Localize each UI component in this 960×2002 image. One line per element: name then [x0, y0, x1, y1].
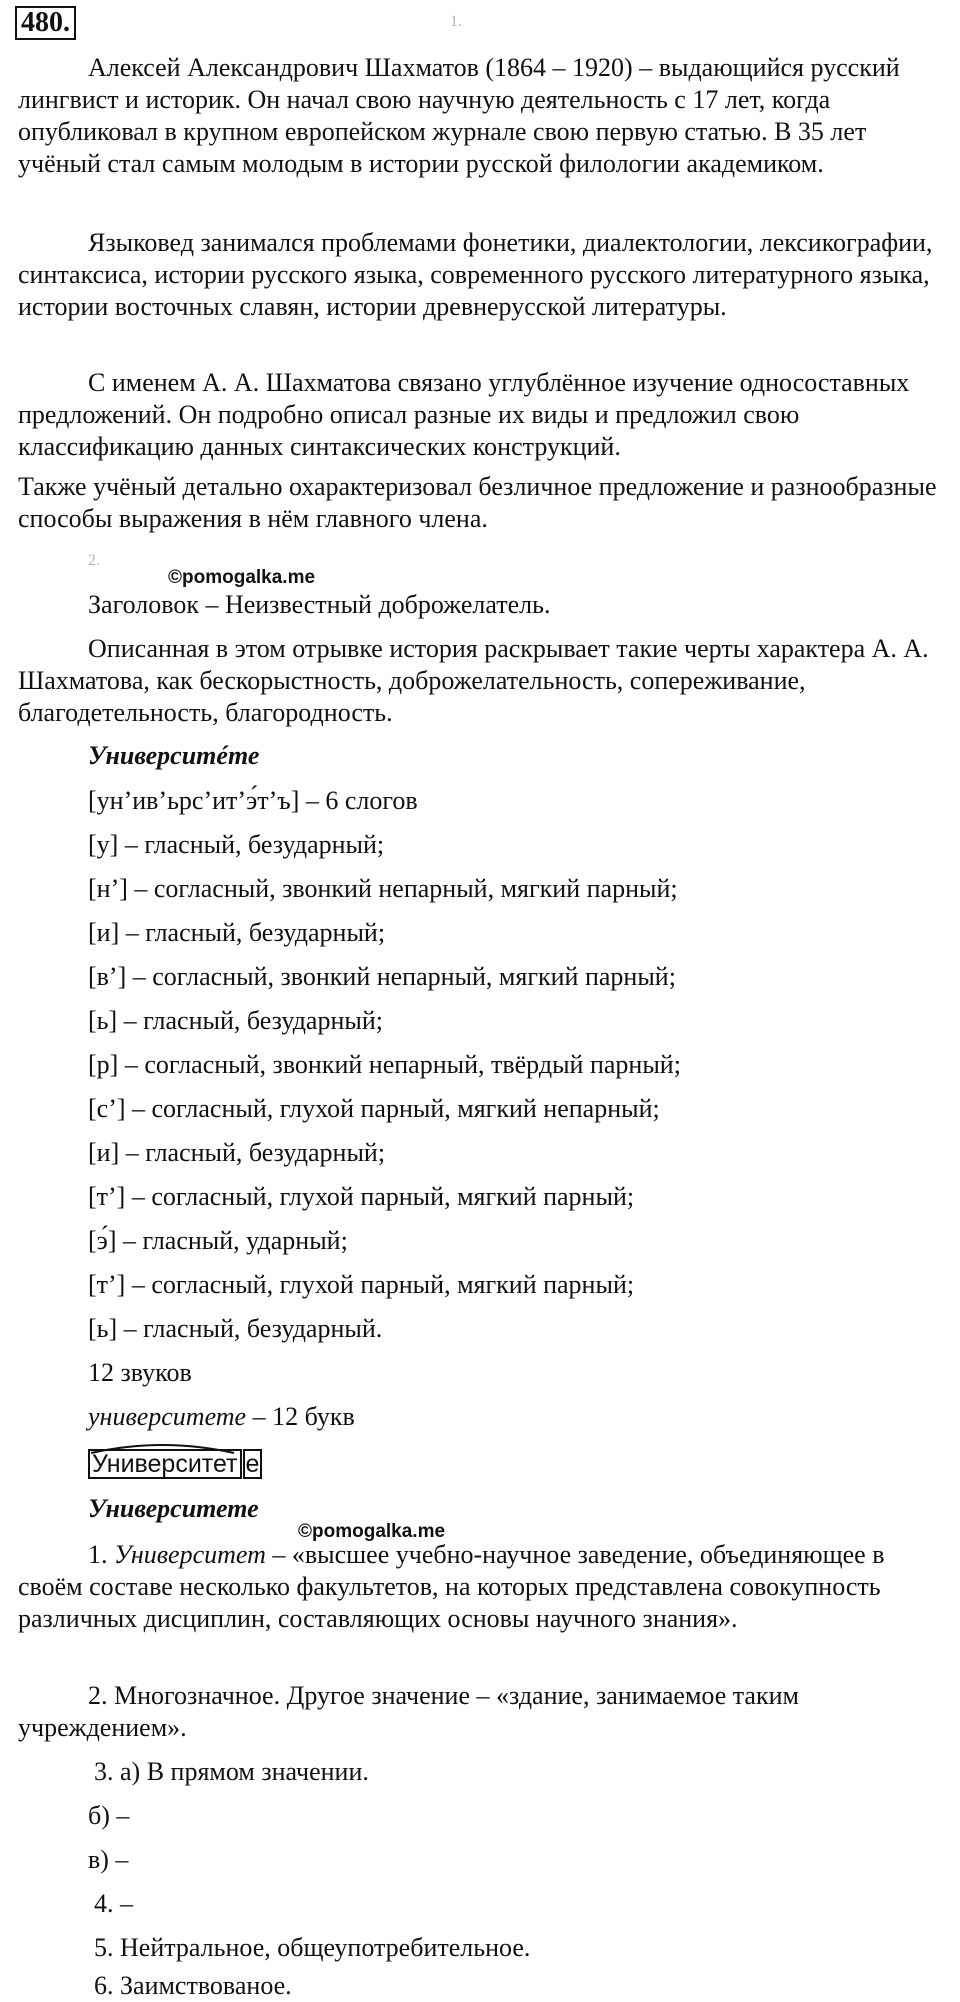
root-arc	[88, 1439, 238, 1455]
lexical-item: б) –	[88, 1801, 130, 1830]
lexical-item: 5. Нейтральное, общеупотребительное.	[94, 1933, 531, 1962]
sounds-count: 12 звуков	[88, 1358, 192, 1387]
sound-item: [э́] – гласный, ударный;	[88, 1226, 348, 1255]
sound-item: [у] – гласный, безударный;	[88, 830, 385, 859]
sound-item: [ь] – гласный, безударный.	[88, 1314, 383, 1343]
letters-count-line	[88, 1401, 355, 1433]
sound-item: [и] – гласный, безударный;	[88, 1138, 386, 1167]
sound-item: [н’] – согласный, звонкий непарный, мягкий парный;	[88, 874, 678, 903]
paragraph-impersonal: Также учёный детально охарактеризовал безличное предложение и разнообразные способы выражения в нём главного члена.	[18, 472, 937, 533]
lexical-polysemy: 2. Многозначное. Другое значение – «здание, занимаемое таким учреждением».	[18, 1681, 799, 1742]
meaning-lead: 1.	[88, 1540, 114, 1569]
watermark-bottom: ©pomogalka.me	[298, 1521, 446, 1542]
transcription-line: [ун’ив’ьрс’ит’э́т’ъ] – 6 слогов	[88, 786, 418, 815]
lexical-meaning	[18, 1539, 948, 1635]
lexical-item: 6. Заимствованое.	[94, 1971, 292, 2000]
stem-box: Университет	[88, 1449, 242, 1479]
lexical-item: 3. а) В прямом значении.	[94, 1757, 369, 1786]
paragraph-sentences: С именем А. А. Шахматова связано углублённое изучение односоставных предложений. Он подробно описал разные их виды и предложил свою классификацию данных синтаксических конструкций.	[18, 368, 910, 461]
part-marker-2: 2.	[88, 552, 100, 569]
letters-word: университете	[88, 1402, 247, 1431]
sound-item: [с’] – согласный, глухой парный, мягкий непарный;	[88, 1094, 660, 1123]
lexical-heading: Университете	[88, 1494, 259, 1523]
part-marker-1: 1.	[450, 13, 462, 30]
lexical-item: в) –	[88, 1845, 129, 1874]
sound-item: [т’] – согласный, глухой парный, мягкий парный;	[88, 1182, 635, 1211]
title-line: Заголовок – Неизвестный доброжелатель.	[88, 590, 551, 619]
lexical-item: 4. –	[94, 1889, 133, 1918]
meaning-text: – «высшее учебно-научное заведение, объединяющее в своём составе несколько факультетов, на которых представлена совокупность различных дисциплин, составляющих основы научного знания».	[18, 1540, 885, 1633]
sound-item: [ь] – гласный, безударный;	[88, 1006, 383, 1035]
sound-item: [в’] – согласный, звонкий непарный, мягкий парный;	[88, 962, 676, 991]
watermark-top: ©pomogalka.me	[168, 567, 316, 588]
paragraph-character: Описанная в этом отрывке история раскрывает такие черты характера А. А. Шахматова, как бескорыстность, доброжелательность, сопереживание, благодетельность, благородность.	[18, 634, 929, 727]
letters-count: – 12 букв	[246, 1402, 355, 1431]
sound-item: [т’] – согласный, глухой парный, мягкий парный;	[88, 1270, 635, 1299]
sound-item: [р] – согласный, звонкий непарный, твёрдый парный;	[88, 1050, 681, 1079]
exercise-number: 480.	[15, 6, 76, 40]
ending-box: е	[243, 1449, 263, 1479]
sound-item: [и] – гласный, безударный;	[88, 918, 386, 947]
meaning-term: Университет	[114, 1540, 266, 1569]
phonetic-heading: Университéте	[88, 741, 260, 770]
morphemic-parse	[88, 1449, 262, 1479]
paragraph-research: Языковед занимался проблемами фонетики, диалектологии, лексикографии, синтаксиса, истории русского языка, современного русского литературного языка, истории восточных славян, истории древнерусской литературы.	[18, 228, 933, 321]
paragraph-biography: Алексей Александрович Шахматов (1864 – 1920) – выдающийся русский лингвист и историк. Он начал свою научную деятельность с 17 лет, когда опубликовал в крупном европейском журнале свою первую статью. В 35 лет учёный стал самым молодым в истории русской филологии академиком.	[18, 53, 900, 178]
